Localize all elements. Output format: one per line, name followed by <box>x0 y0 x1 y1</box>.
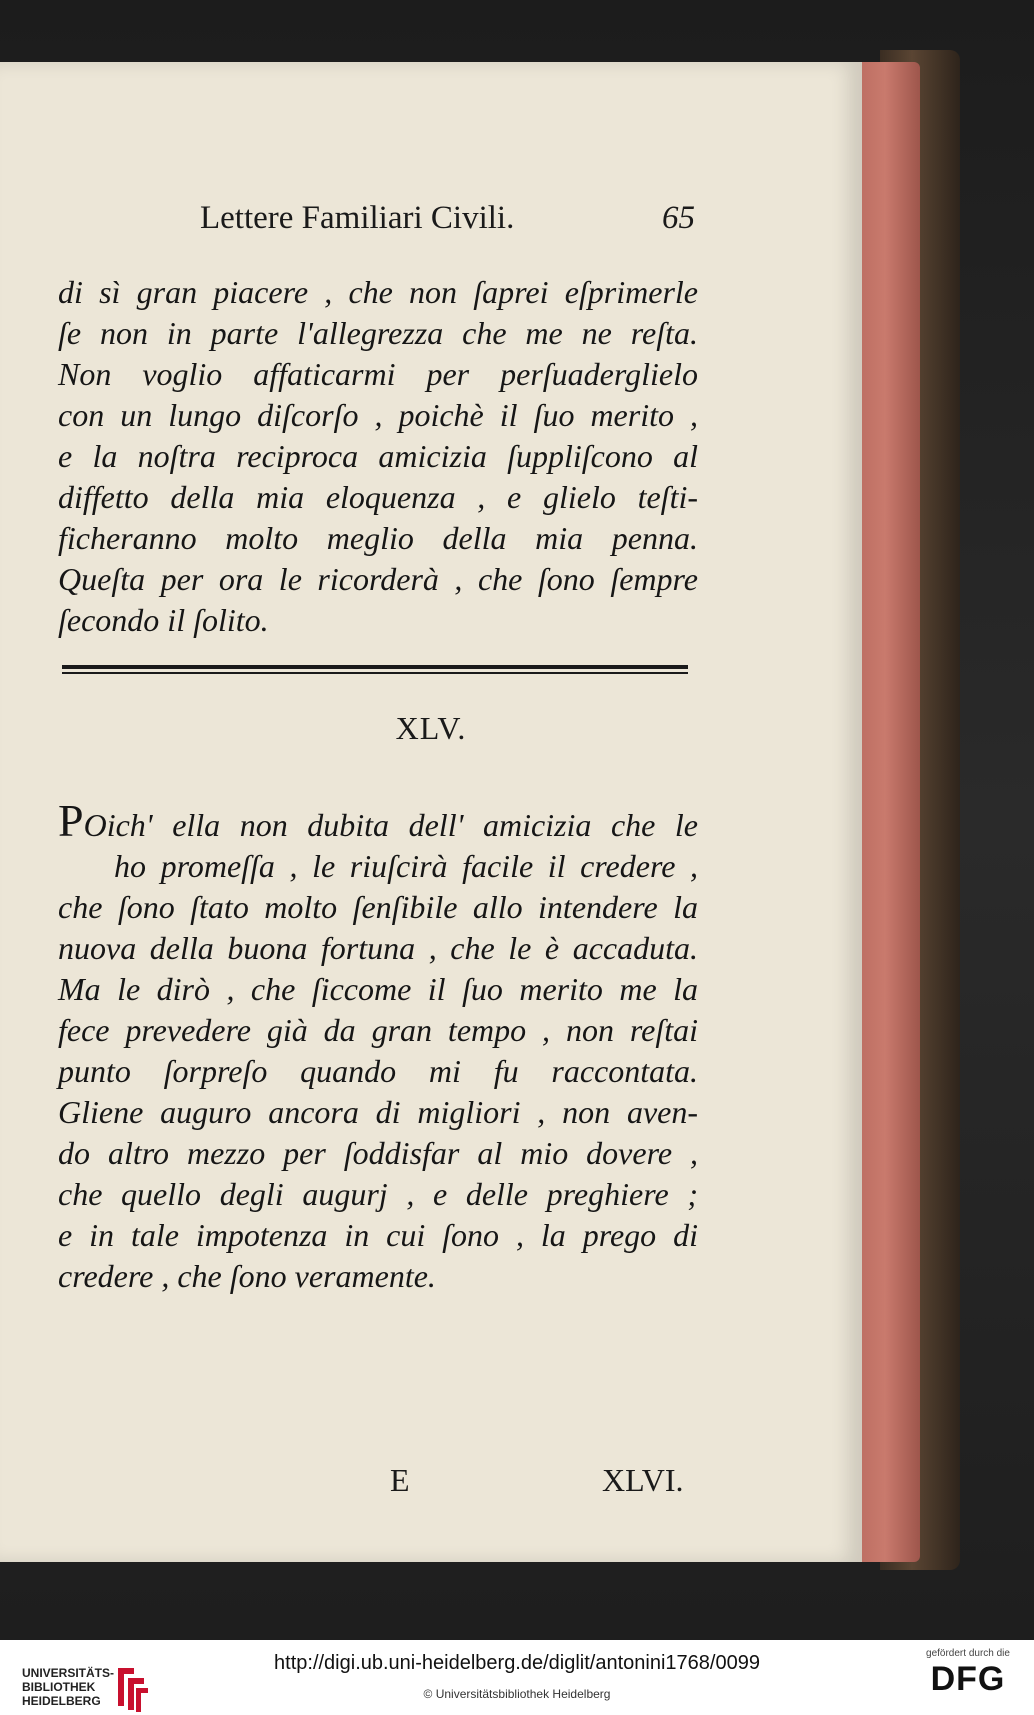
page-number: 65 <box>662 200 695 236</box>
text-line: e in tale impotenza in cui ſono , la prego di <box>58 1217 698 1253</box>
funder-note: gefördert durch die <box>926 1648 1010 1659</box>
section-numeral: XLV. <box>395 710 467 746</box>
text-line: diffetto della mia eloquenza , e glielo teſti- <box>58 479 698 515</box>
text-line: ficheranno molto meglio della mia penna. <box>58 520 698 556</box>
text-line: ſe non in parte l'allegrezza che me ne reſta. <box>58 315 698 351</box>
viewer-footer <box>0 1640 1034 1715</box>
catchword: XLVI. <box>602 1462 684 1498</box>
text-line: ho promeſſa , le riuſcirà facile il credere , <box>114 848 698 884</box>
text-line: do altro mezzo per ſoddisfar al mio dovere , <box>58 1135 698 1171</box>
letter-text <box>58 795 698 1297</box>
text-line: ſecondo il ſolito. <box>58 602 269 638</box>
first-line-text: Oich' ella non dubita dell' amicizia che le <box>83 807 698 843</box>
running-title: Lettere Familiari Civili. <box>200 200 515 236</box>
letter-first-line <box>58 795 698 846</box>
text-line: punto ſorpreſo quando mi fu raccontata. <box>58 1053 698 1089</box>
text-line: che quello degli augurj , e delle preghiere ; <box>58 1176 698 1212</box>
continued-letter-text <box>58 272 698 641</box>
text-line: di sì gran piacere , che non ſaprei eſprimerle <box>58 274 698 310</box>
library-name: UNIVERSITÄTS- BIBLIOTHEK HEIDELBERG <box>22 1666 115 1708</box>
section-divider <box>62 665 688 674</box>
signature-mark: E <box>390 1462 410 1498</box>
text-line: e la noſtra reciproca amicizia ſuppliſcono al <box>58 438 698 474</box>
text-line: fece prevedere già da gran tempo , non reſtai <box>58 1012 698 1048</box>
copyright-text: © Universitätsbibliothek Heidelberg <box>423 1687 611 1701</box>
text-line: Ma le dirò , che ſiccome il ſuo merito me la <box>58 971 698 1007</box>
drop-cap: P <box>58 795 84 846</box>
text-line: Gliene auguro ancora di migliori , non aven- <box>58 1094 698 1130</box>
text-line: che ſono ſtato molto ſenſibile allo intendere la <box>58 889 698 925</box>
book-page <box>0 62 862 1562</box>
text-line: credere , che ſono veramente. <box>58 1258 436 1294</box>
funder-logo[interactable] <box>910 1648 1026 1699</box>
text-line: con un lungo diſcorſo , poichè il ſuo merito , <box>58 397 698 433</box>
running-head <box>0 200 862 250</box>
text-line: Non voglio affaticarmi per perſuaderglielo <box>58 356 698 392</box>
funder-name: DFG <box>930 1660 1006 1698</box>
text-line: nuova della buona fortuna , che le è accaduta. <box>58 930 698 966</box>
text-line: Queſta per ora le ricorderà , che ſono ſempre <box>58 561 698 597</box>
page-url-link[interactable]: http://digi.ub.uni-heidelberg.de/diglit/antonini1768/0099 <box>274 1652 760 1674</box>
